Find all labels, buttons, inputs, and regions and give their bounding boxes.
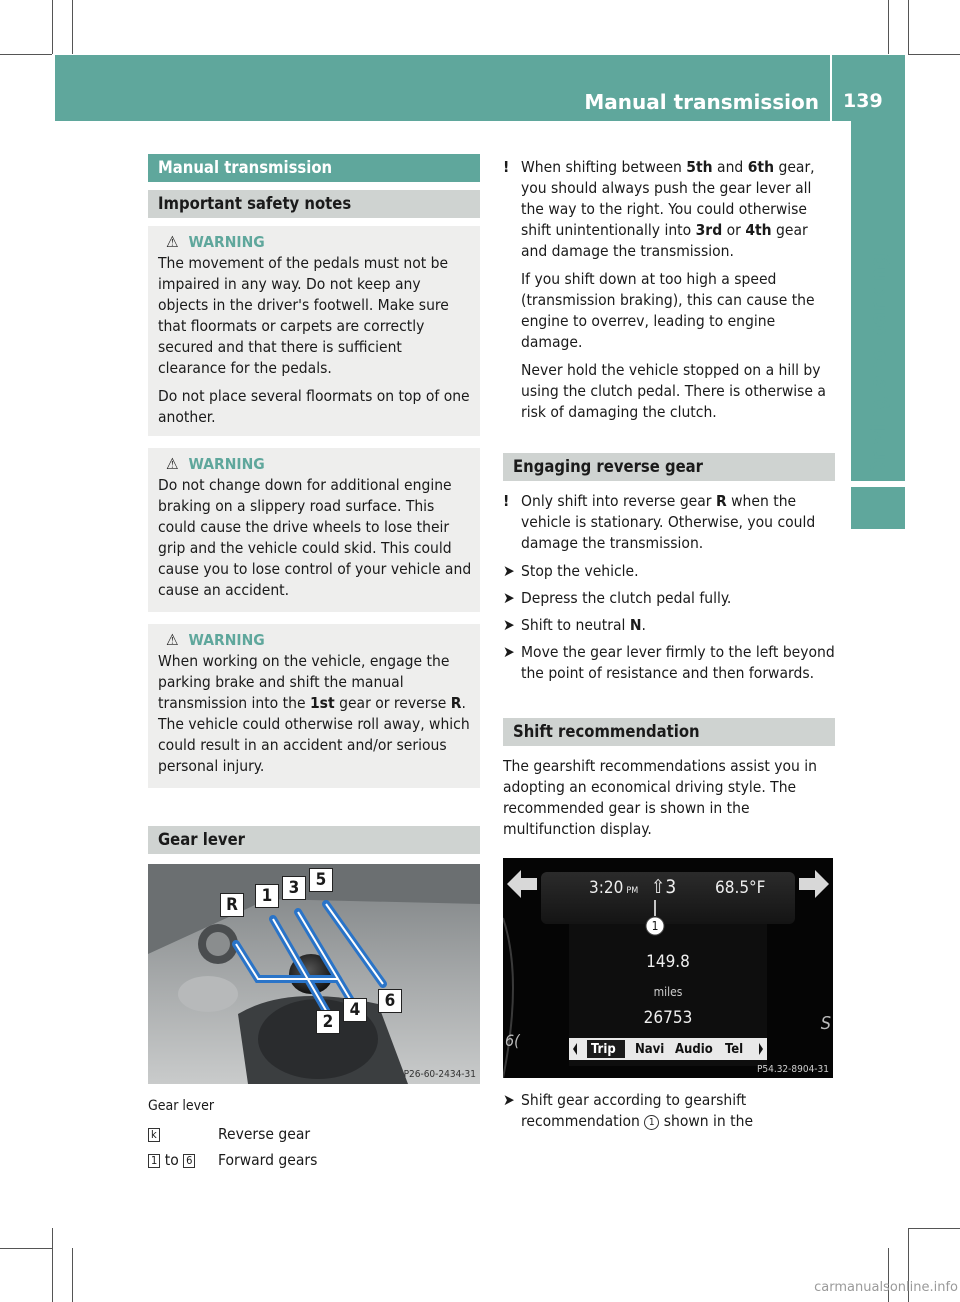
warning-header: ⚠ WARNING [166,233,265,251]
step-item: ➤ Shift gear according to gearshift recommendation 1 shown in the [503,1091,754,1130]
crop-mark [72,0,73,54]
footer-watermark: carmanualsonline.info [814,1280,958,1295]
gear-label-r: R [220,893,244,917]
section-title: Manual transmission [148,154,480,182]
menu-tab-audio: Audio [675,1042,713,1057]
gear-label-2: 2 [316,1010,340,1034]
caution-note-2: ! Only shift into reverse gear R when the vehicle is stationary. Otherwise, you could damage the transmission. [503,492,816,552]
crop-mark [0,54,52,55]
key-r-icon: k [148,1128,160,1142]
step-arrow-icon: ➤ [503,562,515,580]
reverse-gear-title: Engaging reverse gear [503,453,835,481]
warning-header: ⚠ WARNING [166,631,265,649]
callout-1: 1 [651,919,659,933]
warning-triangle-icon: ⚠ [166,233,179,251]
key-6-icon: 6 [183,1154,195,1168]
page-header [55,55,905,121]
crop-mark [908,1228,960,1229]
gear-lever-image [148,864,480,1084]
caution-note-1: ! When shifting between 5th and 6th gear, you should always push the gear lever all the way to the right. You could otherwise shift unintentionally into 3rd or 4th gear and damage the transmission. If you shift down at too high a speed (transmission braking), this can cause the engine to overrev, leading to engine damage. Never hold the vehicle stopped on a hill by using the clutch pedal. There is otherwise a risk of damaging the clutch. [503,158,826,421]
display-odometer: 26753 [643,1008,693,1028]
multifunction-display-image [503,858,833,1078]
display-gear-recommendation: ⇧3 [651,876,677,898]
caution-icon: ! [503,492,510,510]
gear-label-5: 5 [309,868,333,892]
crop-mark [908,54,960,55]
gauge-edge-left: 6( [505,1031,520,1050]
side-tab-label: Driving and parking [866,252,890,478]
step-item: ➤ Move the gear lever firmly to the left beyond the point of resistance and then forwards. [503,643,835,682]
page-number: 139 [843,90,883,112]
caution-icon: ! [503,158,510,176]
gear-lever-title: Gear lever [148,826,480,854]
display-temperature: 68.5°F [715,878,766,898]
warning-triangle-icon: ⚠ [166,455,179,473]
gear-lever-illustration [148,864,480,1084]
step-item: ➤ Depress the clutch pedal fully. [503,589,732,607]
key-1-icon: 1 [148,1154,160,1168]
step-item: ➤ Shift to neutral N. [503,616,646,634]
crop-mark [72,1248,73,1302]
legend-row: 1 to 6 Forward gears [148,1150,480,1171]
display-unit: miles [653,985,683,999]
step-arrow-icon: ➤ [503,616,515,634]
subsection-title: Important safety notes [148,190,480,218]
crop-mark [52,0,53,54]
menu-tab-navi: Navi [635,1042,665,1057]
step-arrow-icon: ➤ [503,589,515,607]
warning-text: When working on the vehicle, engage the parking brake and shift the manual transmission into the 1st gear or reverse R. The vehicle could otherwise roll away, which could result in an accident and/or serious personal injury. [158,652,470,775]
warning-text: Do not change down for additional engine braking on a slippery road surface. This could cause the drive wheels to lose their grip and the vehicle could skid. This could cause you to lose control of your vehicle and cause an accident. [158,476,472,599]
step-arrow-icon: ➤ [503,643,515,661]
shift-paragraph: The gearshift recommendations assist you in adopting an economical driving style. The recommended gear is shown in the multifunction display. [503,757,818,838]
side-tab-marker [851,487,905,529]
crop-mark [908,0,909,54]
menu-tab-tel: Tel [725,1042,744,1057]
header-divider [830,55,832,121]
gear-label-3: 3 [282,876,306,900]
right-column [503,157,835,1138]
crop-mark [888,0,889,54]
warning-box-2 [148,448,480,612]
image-caption: Gear lever [148,1098,215,1114]
crop-mark [52,1228,53,1302]
menu-tab-trip: Trip [591,1042,616,1057]
warning-header: ⚠ WARNING [166,455,265,473]
shift-recommendation-title: Shift recommendation [503,718,835,746]
left-column [148,154,480,1176]
warning-box-3 [148,624,480,788]
shift-up-icon: ⇧ [651,876,666,898]
legend-row: k Reverse gear [148,1124,480,1145]
display-time: 3:20 PM [589,878,639,898]
legend [148,1124,480,1171]
step-item: ➤ Stop the vehicle. [503,562,639,580]
step-arrow-icon: ➤ [503,1091,515,1109]
steps [503,561,835,684]
header-title: Manual transmission [584,90,819,114]
image-code: P54.32-8904-31 [756,1064,829,1075]
image-code: P26-60-2434-31 [403,1069,476,1080]
gear-label-6: 6 [378,989,402,1013]
crop-mark [0,1248,52,1249]
gauge-edge-right: S [820,1013,831,1034]
callout-icon: 1 [644,1115,659,1130]
gear-label-4: 4 [343,998,367,1022]
warning-text: Do not place several floormats on top of one another. [158,387,470,426]
warning-box-1 [148,226,480,436]
warning-triangle-icon: ⚠ [166,631,179,649]
warning-text: The movement of the pedals must not be impaired in any way. Do not keep any objects in the driver's footwell. Make sure that floormats or carpets are correctly secured and that there is sufficient clearance for the pedals. [158,254,449,377]
gear-label-1: 1 [255,884,279,908]
display-trip-distance: 149.8 [646,952,690,972]
